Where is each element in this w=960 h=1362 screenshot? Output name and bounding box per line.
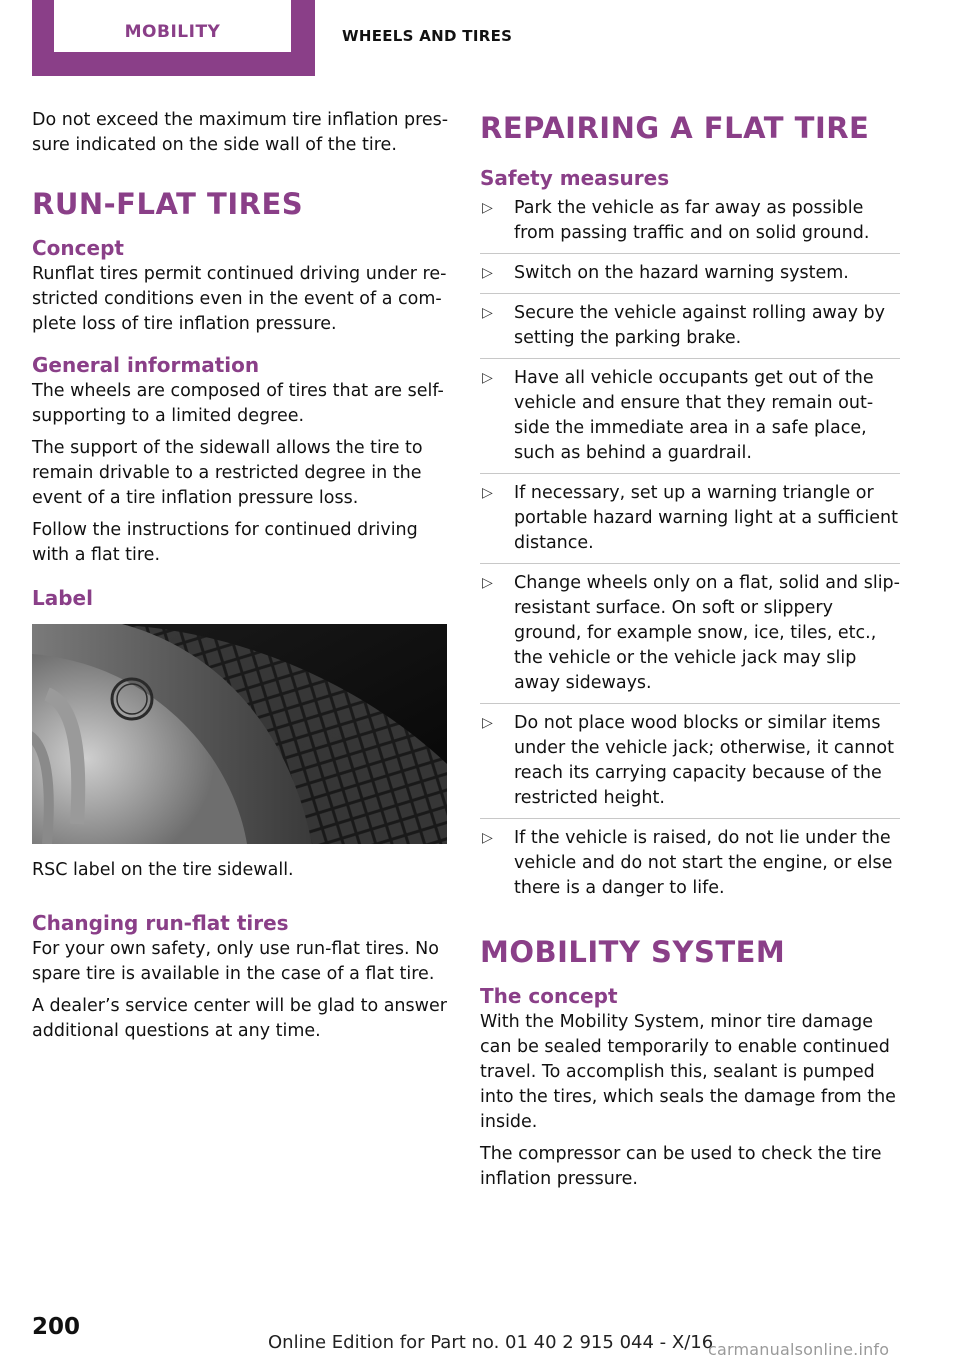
page-header (0, 0, 960, 76)
changing-heading: Changing run-flat tires (32, 911, 289, 935)
watermark: carmanualsonline.info (708, 1340, 890, 1359)
list-item: ▷ Change wheels only on a flat, solid and slip-resistant surface. On soft or slippery ground, for example snow, ice, tiles, etc., the vehicle or the vehicle jack may slip away sideways. (480, 571, 900, 704)
list-item: ▷ If the vehicle is raised, do not lie under the vehicle and do not start the engine, or else there is a danger to life. (482, 828, 893, 898)
rsc-tire-photo (32, 624, 447, 844)
safety-heading: Safety measures (480, 166, 670, 190)
image-caption: RSC label on the tire sidewall. (32, 860, 294, 880)
right-column (480, 110, 900, 1199)
section-label: WHEELS AND TIRES (342, 27, 513, 45)
repair-heading: REPAIRING A FLAT TIRE (480, 111, 870, 145)
the-concept-heading: The concept (480, 984, 618, 1008)
left-column (32, 108, 450, 1051)
triangle-bullet-icon: ▷ (482, 305, 493, 321)
chapter-tab-label: MOBILITY (124, 22, 221, 42)
mobility-system-heading: MOBILITY SYSTEM (480, 935, 786, 969)
label-heading: Label (32, 586, 93, 610)
triangle-bullet-icon: ▷ (482, 715, 493, 731)
list-item: ▷ If necessary, set up a warning triangle or portable hazard warning light at a sufficient distance. (480, 481, 900, 564)
triangle-bullet-icon: ▷ (482, 830, 493, 846)
changing-paragraph-2: A dealer’s service center will be glad to answer additional questions at any time. (32, 996, 447, 1041)
triangle-bullet-icon: ▷ (482, 370, 493, 386)
concept-heading: Concept (32, 236, 124, 260)
list-item: ▷ Switch on the hazard warning system. (480, 261, 900, 294)
triangle-bullet-icon: ▷ (482, 575, 493, 591)
runflat-heading: RUN-FLAT TIRES (32, 187, 304, 221)
changing-paragraph-1: For your own safety, only use run-flat tires. No spare tire is available in the case of a flat tire. (32, 939, 439, 984)
concept-paragraph: Runflat tires permit continued driving under restricted conditions even in the event of a complete loss of tire inflation pressure. (32, 264, 447, 334)
list-item: ▷ Do not place wood blocks or similar items under the vehicle jack; otherwise, it cannot reach its carrying capacity because of the restricted height. (480, 711, 900, 819)
intro-paragraph: Do not exceed the maximum tire inflation pressure indicated on the side wall of the tire. (32, 110, 449, 155)
list-item: ▷ Have all vehicle occupants get out of the vehicle and ensure that they remain outside the immediate area in a safe place, such as behind a guardrail. (480, 366, 900, 474)
general-info-paragraph-1: The wheels are composed of tires that are self-supporting to a limited degree. (32, 381, 444, 426)
general-info-paragraph-2: The support of the sidewall allows the tire to remain drivable to a restricted degree in the event of a tire inflation pressure loss. (32, 438, 423, 508)
mobility-concept-paragraph-1: With the Mobility System, minor tire damage can be sealed temporarily to enable continued travel. To accomplish this, sealant is pumped into the tires, which seals the damage from the inside. (480, 1012, 896, 1132)
list-item: ▷ Park the vehicle as far away as possible from passing traffic and on solid ground. (480, 196, 900, 254)
triangle-bullet-icon: ▷ (482, 485, 493, 501)
safety-list (480, 196, 900, 908)
list-item: ▷ Secure the vehicle against rolling away by setting the parking brake. (480, 301, 900, 359)
general-info-heading: General information (32, 353, 260, 377)
general-info-paragraph-3: Follow the instructions for continued driving with a flat tire. (32, 520, 418, 565)
mobility-concept-paragraph-2: The compressor can be used to check the tire inflation pressure. (480, 1144, 882, 1189)
page-number: 200 (32, 1314, 81, 1340)
triangle-bullet-icon: ▷ (482, 265, 493, 281)
triangle-bullet-icon: ▷ (482, 200, 493, 216)
edition-footer: Online Edition for Part no. 01 40 2 915 044 - X/16 (268, 1332, 714, 1353)
